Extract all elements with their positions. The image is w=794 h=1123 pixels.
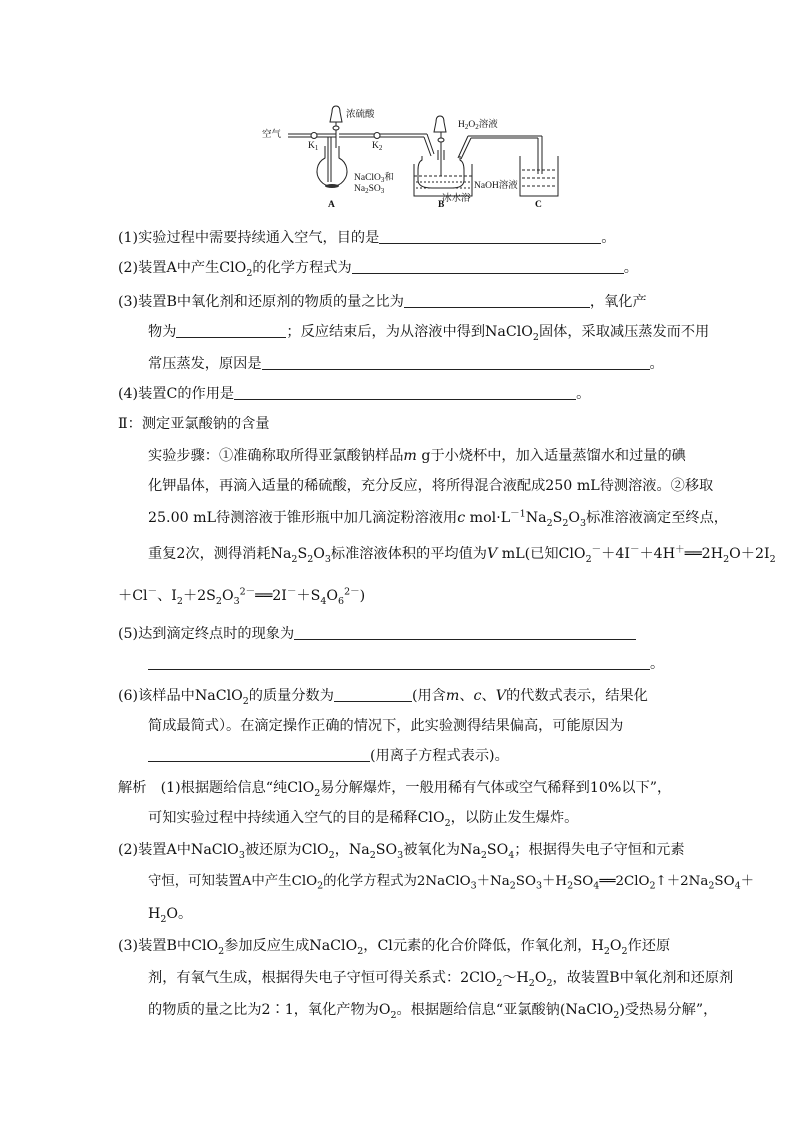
question-3-line-2: 物为 ；反应结束后，为从溶液中得到NaClO$_2$固体，采取减压蒸发而不用 [148, 324, 710, 343]
steps-line-1: 实验步骤：①准确称取所得亚氯酸钠样品m g于小烧杯中，加入适量蒸馏水和过量的碘 [148, 448, 686, 464]
ice-bath-label: 冰水浴 [442, 194, 471, 204]
question-6-line-1: (6)该样品中NaClO$_2$的质量分数为 (用含m、c、V的代数式表示，结果化 [118, 688, 648, 707]
question-2: (2)装置A中产生ClO$_2$的化学方程式为 。 [118, 260, 638, 279]
question-5: (5)达到滴定终点时的现象为 [118, 624, 678, 644]
answer-blank-6b[interactable] [148, 747, 370, 762]
air-label: 空气 [262, 130, 282, 140]
question-1: (1)实验过程中需要持续通入空气，目的是 。 [118, 230, 616, 246]
analysis-line-5: $H_2O$。 [148, 906, 193, 925]
apparatus-figure [262, 104, 562, 208]
analysis-line-3: (2)装置A中NaClO$_3$被还原为ClO$_2$，$Na_2SO_3$被氧化为$Na_2SO_4$；根据得失电子守恒和元素 [118, 842, 685, 861]
steps-line-4: 重复2次，测得消耗$Na_2S_2O_3$标准溶液体积的平均值为V mL(已知$ClO_2^-+4I^-+4H^+══2H_2O+2I_2$ [148, 544, 776, 565]
answer-blank-2[interactable] [352, 259, 624, 274]
steps-line-2: 化钾晶体，再滴入适量的稀硫酸，充分反应，将所得混合液配成250 mL待测溶液。②移取 [148, 478, 714, 494]
reagent-a-label-1: NaClO$_3$和 [354, 173, 394, 184]
answer-blank-6a[interactable] [334, 687, 412, 702]
question-4: (4)装置C的作用是 。 [118, 386, 591, 402]
analysis-line-1: 解析 (1)根据题给信息“纯ClO$_2$易分解爆炸，一般用稀有气体或空气稀释到10%以下”， [118, 780, 672, 799]
naoh-label: NaOH溶液 [474, 181, 518, 191]
label-b: B [438, 200, 445, 208]
reagent-a-label-2: $Na_2SO_3$ [354, 184, 385, 195]
answer-blank-1[interactable] [379, 229, 601, 244]
label-c: C [535, 200, 542, 208]
conc-acid-label: 浓硫酸 [346, 110, 375, 120]
question-3-line-3: 常压蒸发，原因是 。 [148, 356, 664, 372]
answer-blank-4[interactable] [234, 385, 576, 400]
analysis-line-7: 剂，有氧气生成，根据得失电子守恒可得关系式：$2ClO_2\sim H_2O_2$，故装置B中氧化剂和还原剂 [148, 970, 734, 989]
answer-blank-5a[interactable] [294, 625, 636, 640]
analysis-line-8: 的物质的量之比为2∶1，氧化产物为$O_2$。根据题给信息“亚氯酸钠(NaClO$_2$)受热易分解”， [148, 1002, 718, 1021]
answer-blank-3a[interactable] [404, 293, 590, 308]
analysis-line-4: 守恒，可知装置A中产生ClO$_2$的化学方程式为$2NaClO_3+Na_2SO_3+H_2SO_4══2ClO_2↑+2Na_2SO_4+$ [148, 874, 755, 892]
answer-blank-5b[interactable] [148, 655, 650, 670]
h2o2-label: $H_2O_2$溶液 [458, 120, 498, 131]
section-2-title: Ⅱ：测定亚氯酸钠的含量 [118, 416, 270, 432]
analysis-line-6: (3)装置B中ClO$_2$参加反应生成NaClO$_2$，Cl元素的化合价降低，作氧化剂，$H_2O_2$作还原 [118, 938, 671, 957]
analysis-line-2: 可知实验过程中持续通入空气的目的是稀释ClO$_2$，以防止发生爆炸。 [148, 810, 579, 829]
steps-line-3: 25.00 mL待测溶液于锥形瓶中加几滴淀粉溶液用c $mol\cdot L^{-1}Na_2S_2O_3$标准溶液滴定至终点， [148, 508, 728, 529]
label-a: A [328, 200, 335, 208]
steps-line-5: ＋Cl－、$I_2+2S_2O_3^{2-}══2I^-+S_4O_6^{2-}$) [118, 586, 366, 607]
answer-blank-3b[interactable] [176, 323, 286, 338]
question-5-line-2: 。 [148, 654, 708, 674]
question-6-line-3: (用离子方程式表示)。 [148, 746, 708, 766]
question-3-line-1: (3)装置B中氧化剂和还原剂的物质的量之比为 ，氧化产 [118, 294, 647, 310]
question-6-line-2: 简成最简式）。在滴定操作正确的情况下，此实验测得结果偏高，可能原因为 [148, 718, 624, 734]
answer-blank-3c[interactable] [262, 355, 650, 370]
k2-label: $K_2$ [372, 141, 383, 152]
k1-label: $K_1$ [308, 141, 319, 152]
